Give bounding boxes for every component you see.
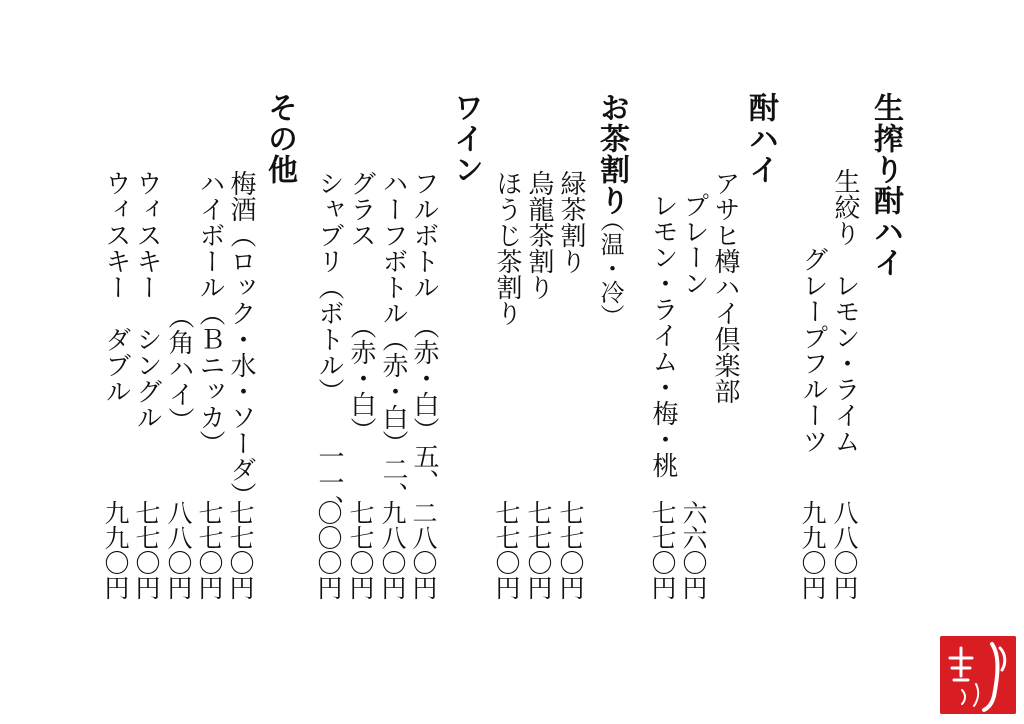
menu-item-price: 九八〇円 <box>378 500 407 600</box>
menu-item-price: 二八〇円 <box>409 500 438 600</box>
menu-item-name: ハイボール（Ｂニッカ） <box>195 170 225 456</box>
menu-item-price: 七七〇円 <box>132 500 161 600</box>
menu-item-name: 烏龍茶割り <box>524 170 554 300</box>
section-heading-nama-shibori-chuhai: 生搾り酎ハイ <box>868 92 903 278</box>
menu-item-name: 緑茶割り <box>556 170 586 274</box>
section-heading-chuhai: 酎ハイ <box>743 92 778 185</box>
menu-item-price: 七七〇円 <box>524 500 553 600</box>
menu-item-price: 七七〇円 <box>346 500 375 600</box>
brand-seal-icon <box>940 636 1016 714</box>
section-heading-note: （温・冷） <box>596 208 624 328</box>
brand-seal-graphic <box>940 636 1016 714</box>
menu-item-name: グラス （赤・白） <box>346 170 376 443</box>
menu-item-price: 〇〇〇円 <box>314 500 343 600</box>
menu-item-name: レモン・ライム・梅・桃 <box>648 192 678 478</box>
menu-item-name: （角ハイ） <box>164 290 194 433</box>
menu-item-price: 七七〇円 <box>226 500 255 600</box>
menu-item-name: シャブリ（ボトル） 一一、 <box>314 170 344 521</box>
menu-item-name: ウィスキー シングル <box>132 170 162 430</box>
menu-item-price: 六六〇円 <box>679 500 708 600</box>
section-heading-wine: ワイン <box>448 92 483 185</box>
menu-item-price: 八八〇円 <box>830 500 859 600</box>
menu-item-price: 八八〇円 <box>164 500 193 600</box>
menu-item-name: ウィスキー ダブル <box>101 170 131 404</box>
menu-item-name: プレーン <box>679 192 709 296</box>
menu-item-name: 生絞り レモン・ライム <box>830 168 860 454</box>
menu-item-name: グレープフルーツ <box>798 168 828 454</box>
section-heading-others: その他 <box>262 92 297 185</box>
menu-item-name: ハーフボトル（赤・白）二、 <box>378 170 408 508</box>
menu-item-name: 梅酒（ロック・水・ソーダ） <box>226 170 256 508</box>
menu-item-name: ほうじ茶割り <box>492 170 522 326</box>
menu-item-price: 七七〇円 <box>556 500 585 600</box>
menu-item-price: 七七〇円 <box>195 500 224 600</box>
menu-item-price: 九九〇円 <box>798 500 827 600</box>
menu-item-price: 九九〇円 <box>101 500 130 600</box>
menu-item-price: 七七〇円 <box>492 500 521 600</box>
menu-item-name: アサヒ樽ハイ倶楽部 <box>710 170 740 404</box>
menu-item-price: 七七〇円 <box>648 500 677 600</box>
menu-item-name: フルボトル （赤・白）五、 <box>409 170 439 495</box>
section-heading-ochawari: お茶割り <box>594 92 629 216</box>
